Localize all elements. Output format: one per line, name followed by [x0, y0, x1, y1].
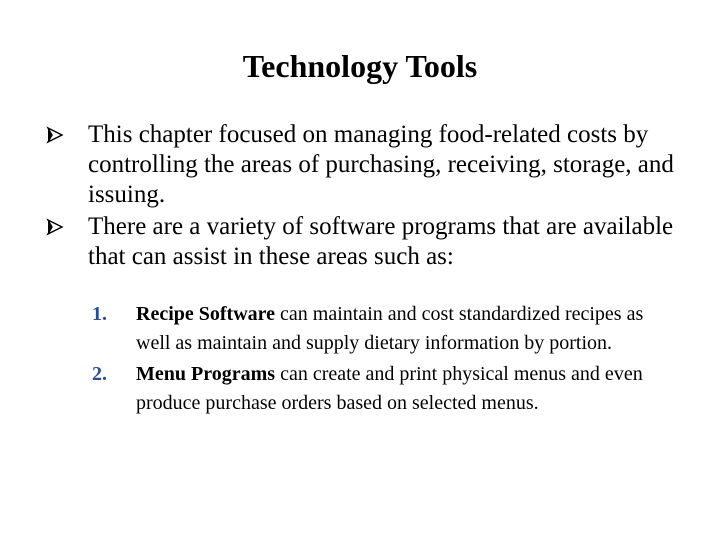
bullet-item	[46, 212, 696, 272]
bullet-item	[46, 120, 696, 210]
item-number: 2.	[92, 363, 107, 385]
bullet-text: There are a variety of software programs that are available that can assist in these areas such as:	[88, 213, 674, 270]
item-term: Menu Programs	[136, 363, 276, 385]
item-term: Recipe Software	[136, 303, 276, 325]
item-number: 1.	[92, 303, 107, 325]
item-text: can maintain and cost standardized recipes as well as maintain and supply dietary information by portion.	[136, 303, 644, 354]
bullet-text: This chapter focused on managing food-related costs by controlling the areas of purchasing, receiving, storage, and issuing.	[88, 121, 674, 208]
numbered-item	[92, 300, 672, 358]
item-text: can create and print physical menus and even produce purchase orders based on selected menus.	[136, 363, 643, 414]
arrow-bullet-icon	[46, 218, 64, 236]
bullet-list	[46, 120, 696, 274]
numbered-item	[92, 360, 672, 418]
numbered-list	[92, 300, 672, 420]
arrow-bullet-icon	[46, 126, 64, 144]
slide-title: Technology Tools	[242, 48, 478, 84]
